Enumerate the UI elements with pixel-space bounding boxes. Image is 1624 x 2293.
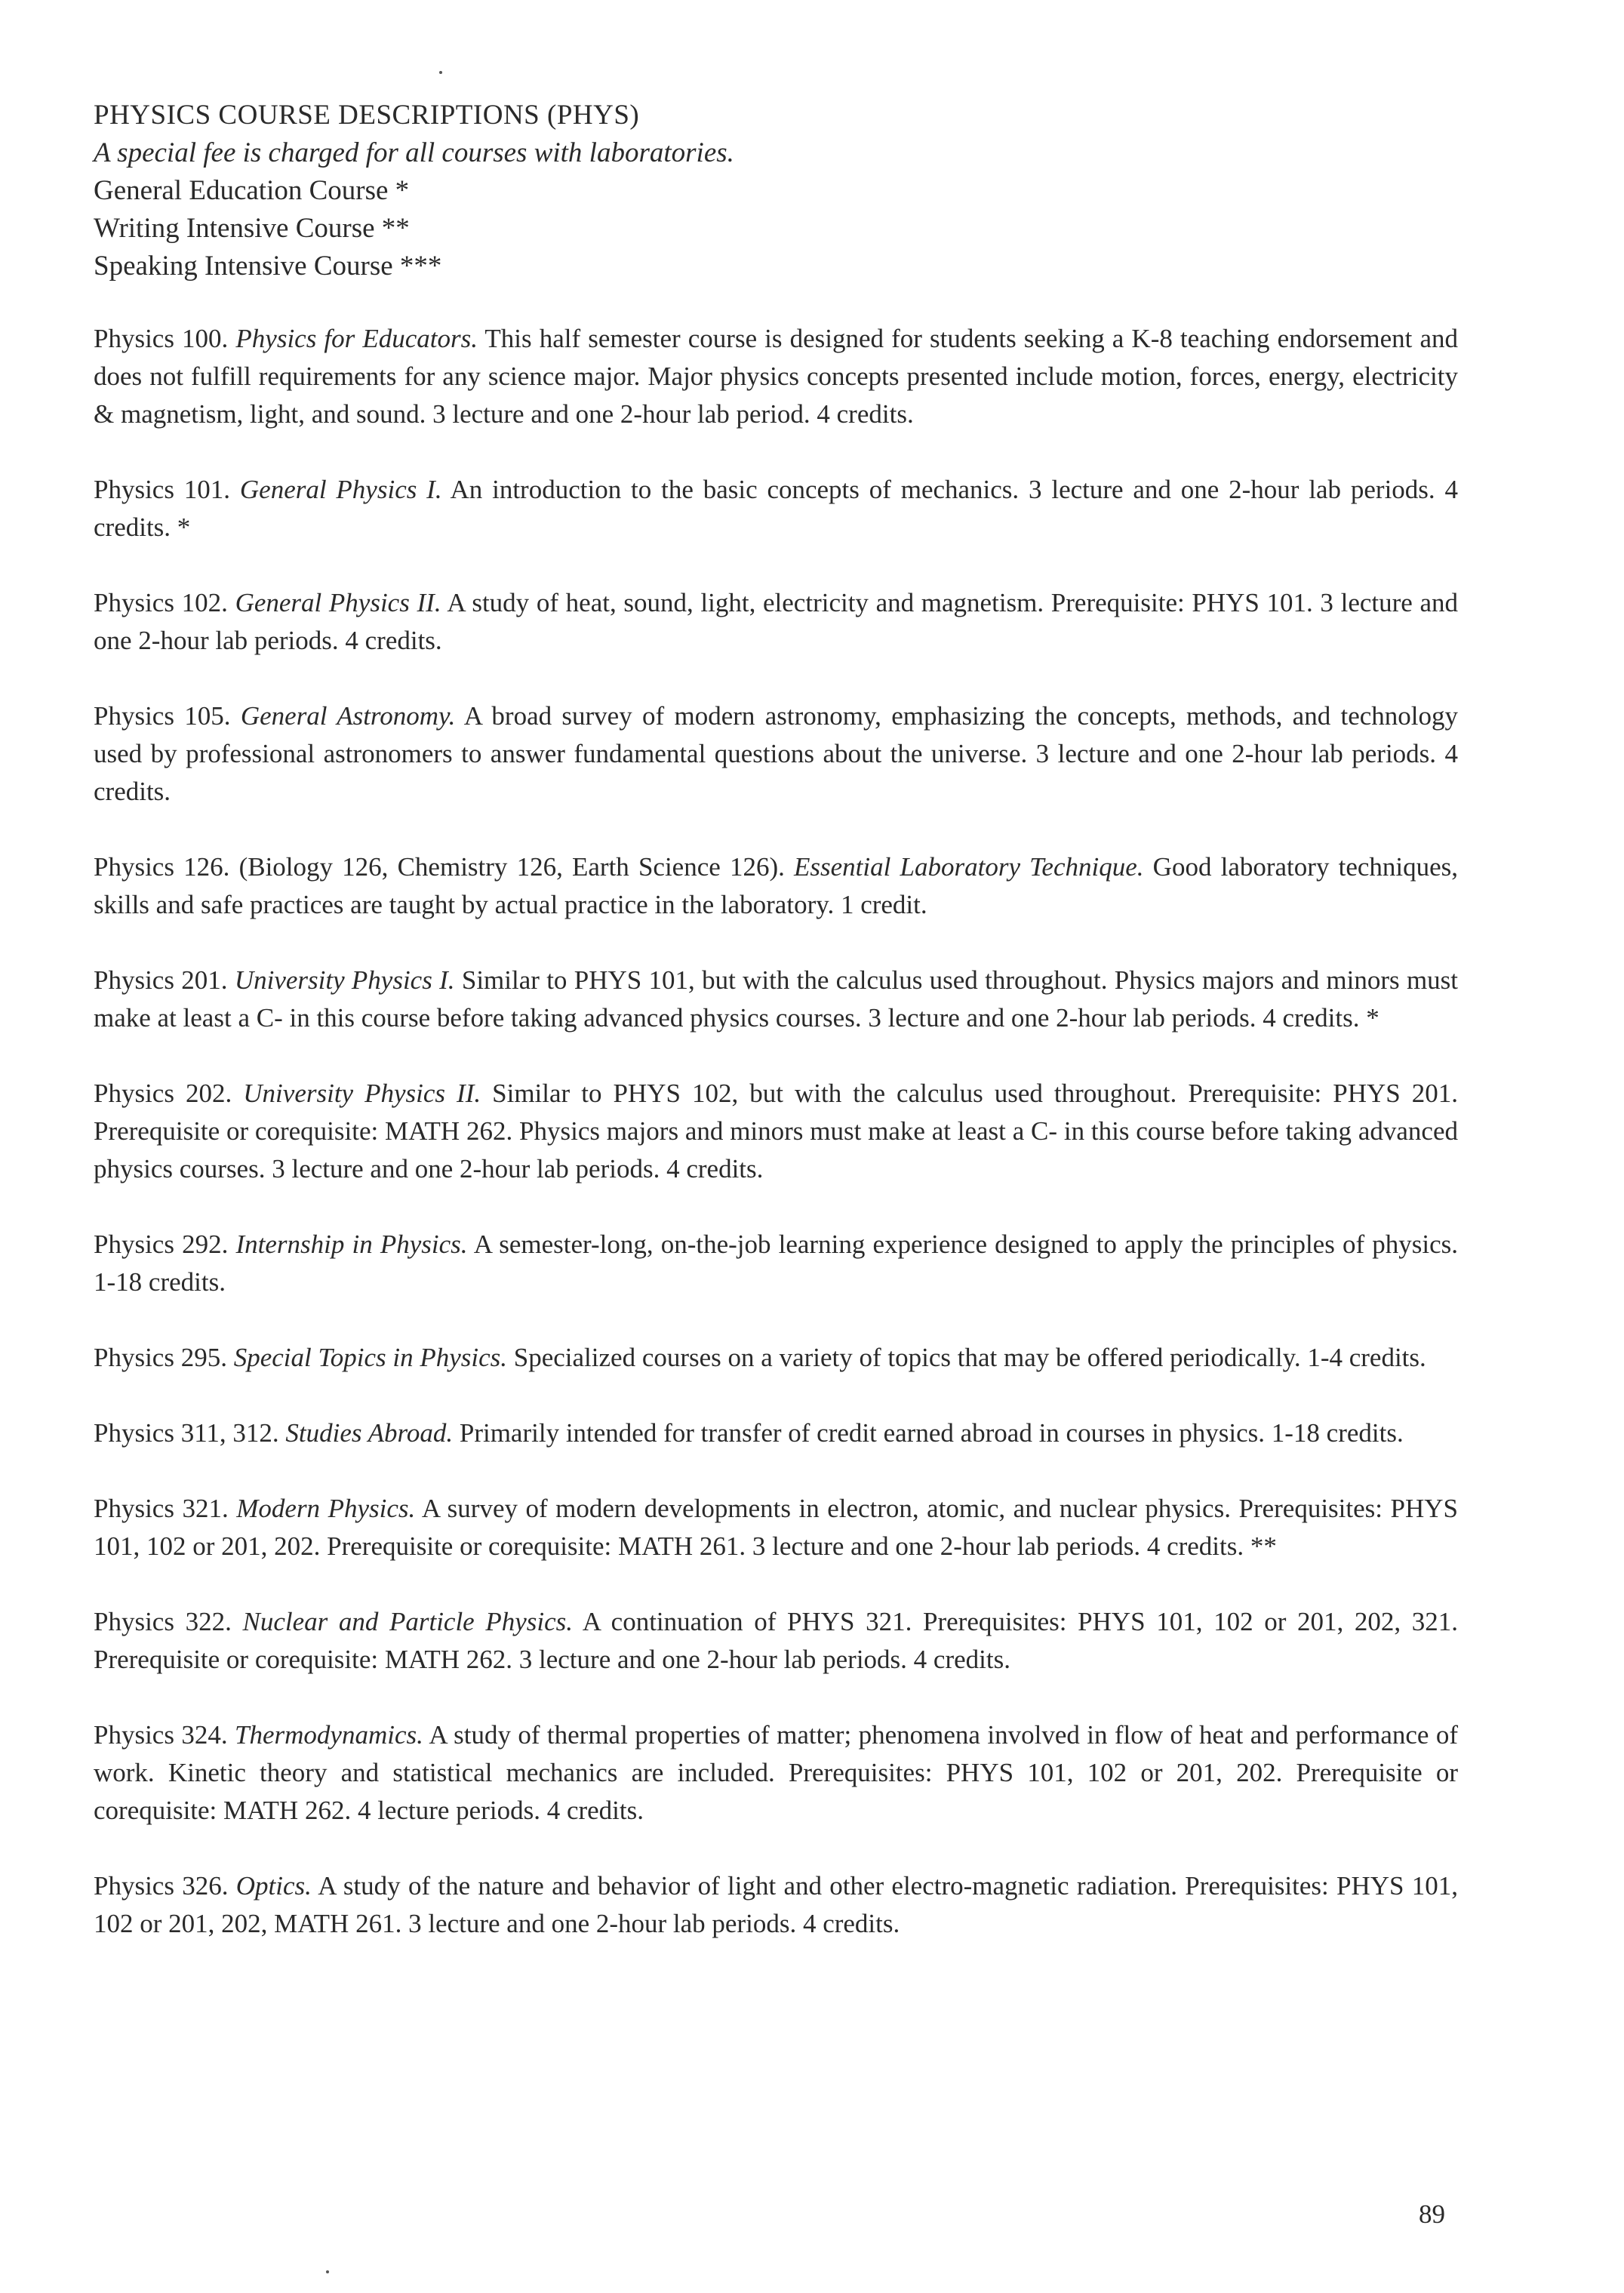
course-description: Similar to PHYS 102, but with the calculus used throughout. Prerequisite: PHYS 201. Prerequisite or corequisite: MATH 262. Physics majors and minors must make at least a C- in this course before taking advanced physics courses. 3 lecture and one 2-hour lab periods. 4 credits. (94, 1079, 1458, 1183)
course-phys-126 (94, 848, 1458, 924)
scan-speck-bottom (326, 2270, 329, 2273)
course-number: Physics 100. (94, 324, 229, 353)
course-phys-201 (94, 962, 1458, 1037)
course-title: Essential Laboratory Technique. (794, 852, 1144, 882)
course-title: General Physics II. (235, 588, 441, 617)
course-description: A survey of modern developments in electron, atomic, and nuclear physics. Prerequisites: PHYS 101, 102 or 201, 202. Prerequisite or corequisite: MATH 261. 3 lecture and one 2-hour lab periods. 4 credits. ** (94, 1494, 1458, 1561)
course-title: Special Topics in Physics. (233, 1343, 508, 1372)
course-description: An introduction to the basic concepts of mechanics. 3 lecture and one 2-hour lab periods. 4 credits. * (94, 475, 1459, 542)
page-title: PHYSICS COURSE DESCRIPTIONS (PHYS) (94, 100, 640, 131)
course-number: Physics 101. (94, 475, 231, 504)
course-number: Physics 324. (94, 1720, 228, 1750)
legend-writing-intensive: Writing Intensive Course ** (94, 213, 410, 244)
course-phys-100 (94, 320, 1458, 433)
course-number: Physics 322. (94, 1607, 232, 1636)
course-description: Similar to PHYS 101, but with the calculus used throughout. Physics majors and minors must make at least a C- in this course before taking advanced physics courses. 3 lecture and one 2-hour lab periods. 4 credits. * (94, 965, 1459, 1033)
course-number: Physics 311, 312. (94, 1418, 279, 1448)
course-title: Modern Physics. (236, 1494, 416, 1523)
course-phys-202 (94, 1075, 1458, 1188)
course-phys-322 (94, 1603, 1458, 1679)
course-title: University Physics II. (243, 1079, 481, 1108)
document-page (94, 97, 1458, 1981)
course-number: Physics 295. (94, 1343, 227, 1372)
course-description: A broad survey of modern astronomy, emphasizing the concepts, methods, and technology used by professional astronomers to answer fundamental questions about the universe. 3 lecture and one 2-hour lab periods. 4 credits. (94, 701, 1459, 806)
course-number: Physics 126. (94, 852, 230, 882)
course-description: This half semester course is designed for students seeking a K-8 teaching endorsement and does not fulfill requirements for any science major. Major physics concepts presented include motion, forces, energy, electricity & magnetism, light, and sound. 3 lecture and one 2-hour lab period. 4 credits. (94, 324, 1459, 429)
course-number: Physics 292. (94, 1230, 229, 1259)
header (94, 97, 1458, 285)
course-number: Physics 326. (94, 1871, 229, 1901)
course-phys-311-312 (94, 1414, 1458, 1452)
course-title: University Physics I. (234, 965, 455, 995)
course-description: A continuation of PHYS 321. Prerequisites: PHYS 101, 102 or 201, 202, 321. Prerequisite or corequisite: MATH 262. 3 lecture and one 2-hour lab periods. 4 credits. (94, 1607, 1459, 1674)
course-phys-324 (94, 1716, 1458, 1830)
scan-speck-top (439, 71, 442, 74)
course-phys-321 (94, 1490, 1458, 1565)
course-number: Physics 201. (94, 965, 228, 995)
legend-general-education: General Education Course * (94, 175, 410, 206)
course-description: A study of the nature and behavior of light and other electro-magnetic radiation. Prerequisites: PHYS 101, 102 or 201, 202, MATH 261. 3 lecture and one 2-hour lab periods. 4 credits. (94, 1871, 1459, 1938)
course-title: Thermodynamics. (235, 1720, 423, 1750)
course-phys-105 (94, 697, 1458, 811)
course-title: Studies Abroad. (285, 1418, 454, 1448)
legend-speaking-intensive: Speaking Intensive Course *** (94, 251, 442, 282)
course-description: A study of heat, sound, light, electricity and magnetism. Prerequisite: PHYS 101. 3 lecture and one 2-hour lab periods. 4 credits. (94, 588, 1459, 655)
course-description: Specialized courses on a variety of topics that may be offered periodically. 1-4 credits. (513, 1343, 1426, 1372)
course-title: Internship in Physics. (235, 1230, 468, 1259)
course-title: Physics for Educators. (235, 324, 478, 353)
course-number: Physics 102. (94, 588, 228, 617)
course-description: Good laboratory techniques, skills and safe practices are taught by actual practice in the laboratory. 1 credit. (94, 852, 1459, 919)
page-number: 89 (1419, 2199, 1445, 2229)
course-phys-326 (94, 1867, 1458, 1943)
course-phys-101 (94, 471, 1458, 546)
course-title: Optics. (235, 1871, 312, 1901)
course-number: Physics 321. (94, 1494, 229, 1523)
course-description: A semester-long, on-the-job learning experience designed to apply the principles of physics. 1-18 credits. (94, 1230, 1458, 1297)
course-number: Physics 202. (94, 1079, 232, 1108)
course-phys-292 (94, 1226, 1458, 1301)
course-title: General Astronomy. (240, 701, 456, 731)
course-number: Physics 105. (94, 701, 231, 731)
course-title: General Physics I. (239, 475, 442, 504)
course-title: Nuclear and Particle Physics. (242, 1607, 573, 1636)
course-description: Primarily intended for transfer of credit earned abroad in courses in physics. 1-18 credits. (459, 1418, 1404, 1448)
course-phys-102 (94, 584, 1458, 660)
course-description: A study of thermal properties of matter; phenomena involved in flow of heat and performance of work. Kinetic theory and statistical mechanics are included. Prerequisites: PHYS 101, 102 or 201, 202. Prerequisite or corequisite: MATH 262. 4 lecture periods. 4 credits. (94, 1720, 1459, 1825)
course-crosslist: (Biology 126, Chemistry 126, Earth Science 126). (238, 852, 785, 882)
lab-fee-note: A special fee is charged for all courses with laboratories. (94, 137, 734, 168)
course-phys-295 (94, 1339, 1458, 1377)
